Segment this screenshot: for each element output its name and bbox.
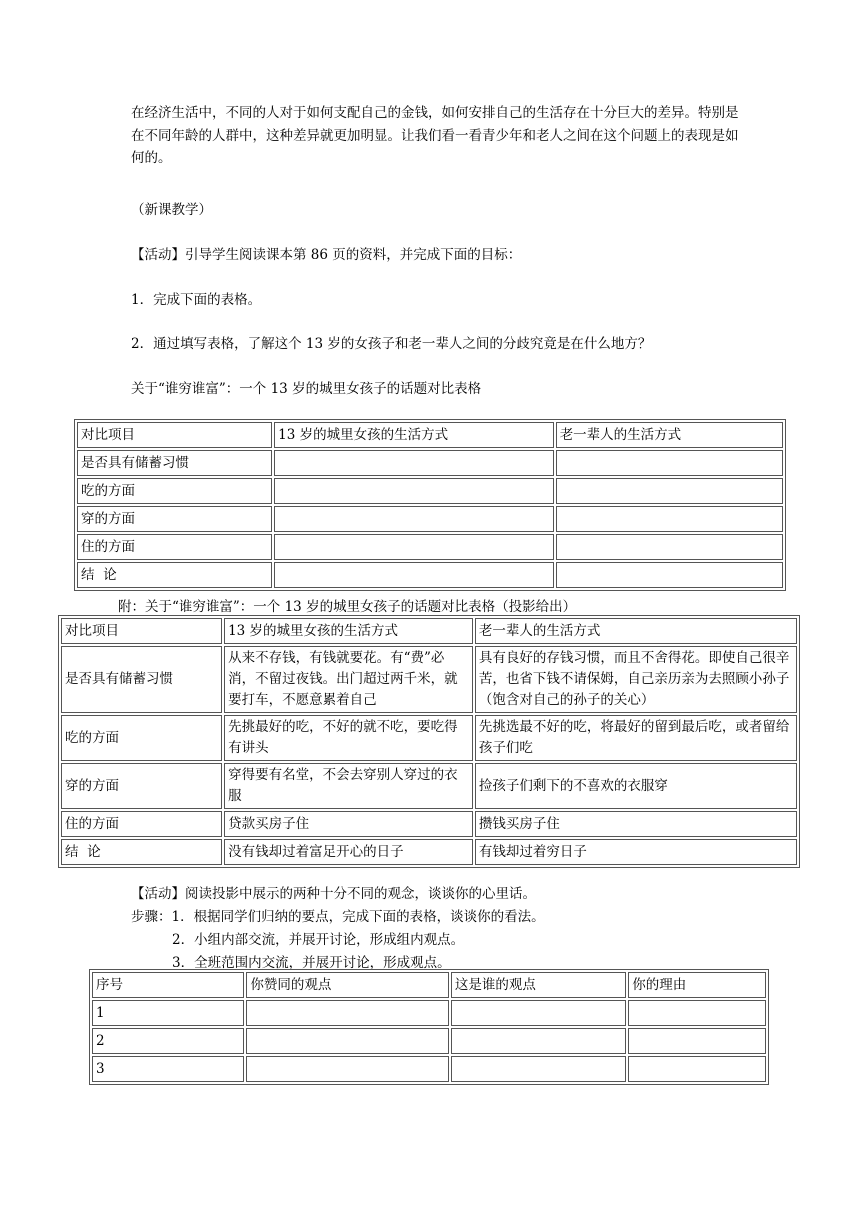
blank-cell[interactable] [628,1028,766,1054]
blank-cell[interactable] [556,562,783,588]
table-row [77,478,783,504]
blank-cell[interactable] [628,1000,766,1026]
table-row [77,534,783,560]
table-row [92,1000,766,1026]
step-1-text: 步骤：1．根据同学们归纳的要点，完成下面的表格，谈谈你的看法。 [131,909,545,925]
blank-cell[interactable] [274,478,554,504]
blank-cell[interactable] [451,1056,626,1082]
table-row [61,646,797,713]
girl-cell: 贷款买房子住 [224,811,473,837]
blank-cell[interactable] [274,562,554,588]
blank-cell[interactable] [274,506,554,532]
comparison-table-blank [74,419,786,591]
elder-cell: 具有良好的存钱习惯，而且不舍得花。即使自己很辛苦，也省下钱不请保姆，自己亲历亲为去照顾小孙子（饱含对自己的孙子的关心） [475,646,797,713]
opinion-table [89,969,769,1085]
header-cell: 对比项目 [77,422,272,448]
table-row [77,450,783,476]
table-header-row [92,972,766,998]
girl-cell: 穿得要有名堂，不会去穿别人穿过的衣服 [224,763,473,809]
blank-cell[interactable] [451,1000,626,1026]
blank-cell[interactable] [246,1056,448,1082]
row-label: 结 论 [77,562,272,588]
table-row [61,763,797,809]
activity-1-text: 【活动】引导学生阅读课本第 86 页的资料，并完成下面的目标： [131,247,522,263]
row-label: 吃的方面 [77,478,272,504]
table-row [61,839,797,865]
intro-paragraph: 在经济生活中，不同的人对于如何支配自己的金钱，如何安排自己的生活存在十分巨大的差异。特别是在不同年龄的人群中，这种差异就更加明显。让我们看一看青少年和老人之间在这个问题上的表现是如何的。 [131,105,739,166]
blank-cell[interactable] [556,506,783,532]
blank-cell[interactable] [451,1028,626,1054]
row-label: 结 论 [61,839,222,865]
section-label: （新课教学） [131,202,212,218]
elder-cell: 捡孩子们剩下的不喜欢的衣服穿 [475,763,797,809]
elder-cell: 有钱却过着穷日子 [475,839,797,865]
header-cell: 对比项目 [61,618,222,644]
table-row [77,562,783,588]
row-number: 1 [92,1000,244,1026]
activity-2-text: 【活动】阅读投影中展示的两种十分不同的观念，谈谈你的心里话。 [131,886,536,902]
blank-cell[interactable] [274,450,554,476]
blank-cell[interactable] [246,1000,448,1026]
elder-cell: 先挑选最不好的吃，将最好的留到最后吃，或者留给孩子们吃 [475,715,797,761]
table-2-title: 附：关于“谁穷谁富”：一个 13 岁的城里女孩子的话题对比表格（投影给出） [118,599,577,615]
blank-cell[interactable] [556,534,783,560]
step-2-text: 2．小组内部交流，并展开讨论，形成组内观点。 [172,932,465,948]
table-row [92,1056,766,1082]
header-cell: 这是谁的观点 [451,972,626,998]
table-header-row [77,422,783,448]
girl-cell: 先挑最好的吃，不好的就不吃，要吃得有讲头 [224,715,473,761]
row-label: 住的方面 [61,811,222,837]
header-cell: 你赞同的观点 [246,972,448,998]
header-cell: 序号 [92,972,244,998]
header-cell: 老一辈人的生活方式 [475,618,797,644]
table-row [77,506,783,532]
row-label: 穿的方面 [77,506,272,532]
row-label: 是否具有储蓄习惯 [77,450,272,476]
row-label: 是否具有储蓄习惯 [61,646,222,713]
header-cell: 13 岁的城里女孩的生活方式 [224,618,473,644]
header-cell: 13 岁的城里女孩的生活方式 [274,422,554,448]
table-row [61,811,797,837]
row-label: 住的方面 [77,534,272,560]
goal-1-text: 1．完成下面的表格。 [131,292,262,308]
table-row [92,1028,766,1054]
row-number: 3 [92,1056,244,1082]
table-row [61,715,797,761]
step-3-text: 3．全班范围内交流，并展开讨论，形成观点。 [172,955,451,971]
table-1-title: 关于“谁穷谁富”：一个 13 岁的城里女孩子的话题对比表格 [131,381,482,397]
blank-cell[interactable] [556,478,783,504]
header-cell: 老一辈人的生活方式 [556,422,783,448]
blank-cell[interactable] [274,534,554,560]
blank-cell[interactable] [556,450,783,476]
header-cell: 你的理由 [628,972,766,998]
comparison-table-filled [58,615,800,868]
goal-2-text: 2．通过填写表格，了解这个 13 岁的女孩子和老一辈人之间的分歧究竟是在什么地方？ [131,336,652,352]
elder-cell: 攒钱买房子住 [475,811,797,837]
row-label: 吃的方面 [61,715,222,761]
table-header-row [61,618,797,644]
girl-cell: 从来不存钱，有钱就要花。有“费”必消，不留过夜钱。出门超过两千米，就要打车，不愿意累着自己 [224,646,473,713]
girl-cell: 没有钱却过着富足开心的日子 [224,839,473,865]
row-label: 穿的方面 [61,763,222,809]
blank-cell[interactable] [246,1028,448,1054]
row-number: 2 [92,1028,244,1054]
blank-cell[interactable] [628,1056,766,1082]
